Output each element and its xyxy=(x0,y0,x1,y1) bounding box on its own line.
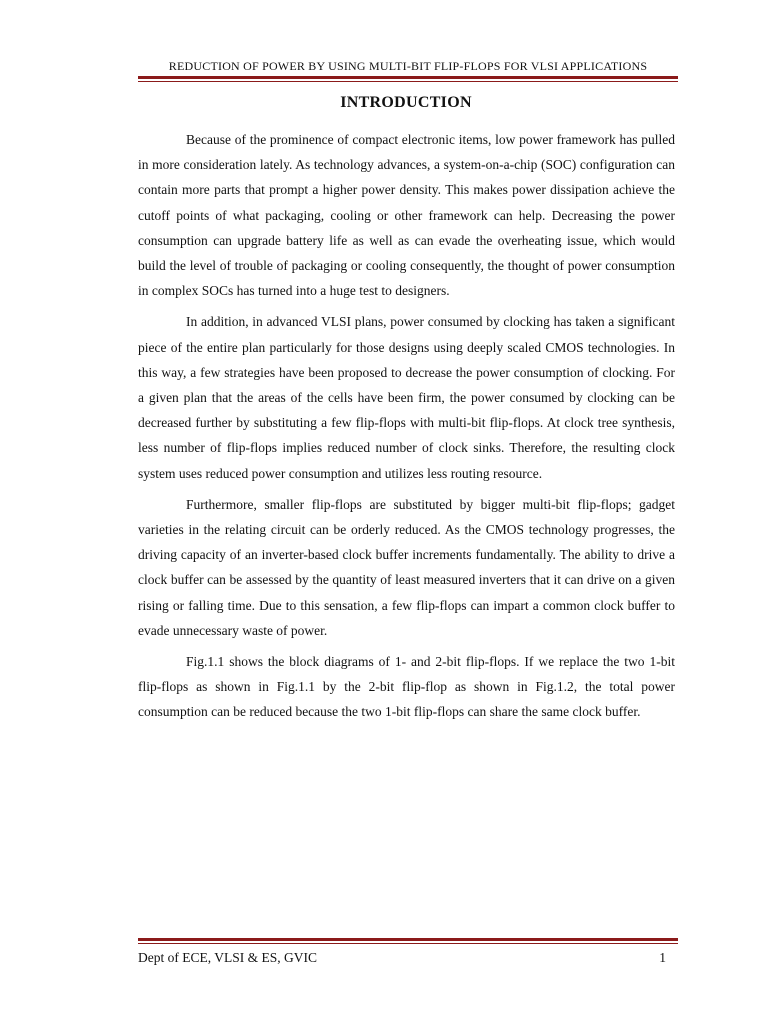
running-header-title: REDUCTION OF POWER BY USING MULTI-BIT FLIP-FLOPS FOR VLSI APPLICATIONS xyxy=(168,59,648,73)
footer-department: Dept of ECE, VLSI & ES, GVIC xyxy=(138,950,317,965)
paragraph-2: In addition, in advanced VLSI plans, power consumed by clocking has taken a significant piece of the entire plan particularly for those designs using deeply scaled CMOS technologies. In this way, a few strategies have been proposed to decrease the power consumption of clocking. For a given plan that the areas of the cells have been firm, the power consumed by clocking can be decreased further by substituting a few flip-flops with multi-bit flip-flops. At clock tree synthesis, less number of flip-flops implies reduced number of clock sinks. Therefore, the resulting clock system uses reduced power consumption and utilizes less routing resource. xyxy=(138,314,675,481)
header-rule-thick xyxy=(138,76,678,79)
paragraph-4: Fig.1.1 shows the block diagrams of 1- and 2-bit flip-flops. If we replace the two 1-bit flip-flops as shown in Fig.1.1 by the 2-bit flip-flop as shown in Fig.1.2, the total power consumption can be reduced because the two 1-bit flip-flops can share the same clock buffer. xyxy=(138,654,675,720)
body-text xyxy=(138,127,675,731)
footer-rule-thick xyxy=(138,938,678,941)
section-heading: INTRODUCTION xyxy=(340,94,472,111)
page-number: 1 xyxy=(659,950,666,965)
paragraph-3: Furthermore, smaller flip-flops are substituted by bigger multi-bit flip-flops; gadget varieties in the relating circuit can be orderly reduced. As the CMOS technology progresses, the driving capacity of an inverter-based clock buffer increments fundamentally. The ability to drive a clock buffer can be assessed by the quantity of least measured inverters that it can drive on a given rising or falling time. Due to this sensation, a few flip-flops can impart a common clock buffer to evade unnecessary waste of power. xyxy=(138,496,675,638)
footer-rule-thin xyxy=(138,943,678,944)
footer-line xyxy=(138,950,678,966)
paragraph-1: Because of the prominence of compact electronic items, low power framework has pulled in more consideration lately. As technology advances, a system-on-a-chip (SOC) configuration can contain more parts that prompt a higher power density. This makes power dissipation achieve the cutoff points of what packaging, cooling or other framework can help. Decreasing the power consumption can upgrade battery life as well as can evade the overheating issue, which would build the level of trouble of packaging or cooling consequently, the thought of power consumption in complex SOCs has turned into a huge test to designers. xyxy=(138,132,675,299)
header-rule-thin xyxy=(138,81,678,82)
